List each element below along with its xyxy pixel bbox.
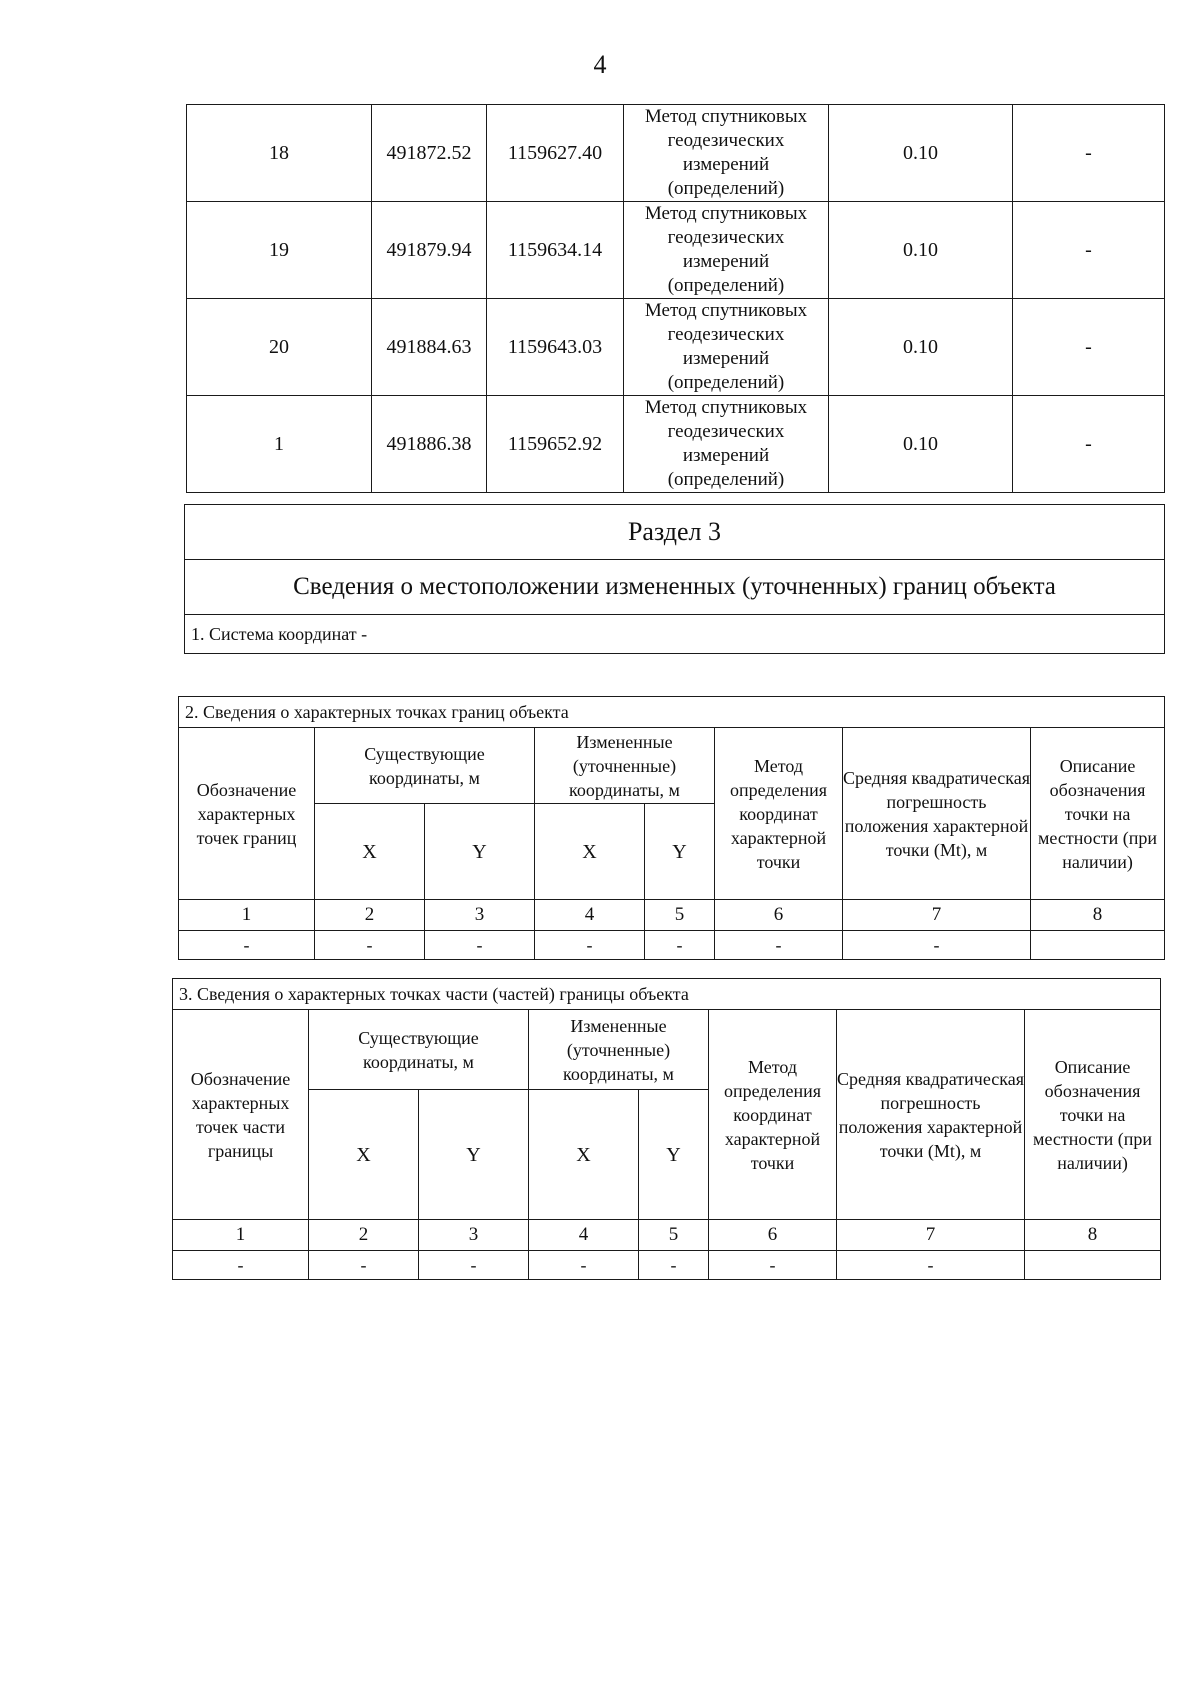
header-x: X bbox=[535, 804, 645, 900]
column-number: 3 bbox=[419, 1220, 529, 1251]
header-point-designation: Обозначение характерных точек части границы bbox=[173, 1010, 309, 1220]
table-row bbox=[173, 1251, 1161, 1280]
coord-x: 491884.63 bbox=[372, 299, 487, 396]
description-cell: - bbox=[1013, 105, 1165, 202]
table-caption: 2. Сведения о характерных точках границ объекта bbox=[179, 697, 1165, 728]
table-cell: - bbox=[173, 1251, 309, 1280]
accuracy-cell: 0.10 bbox=[829, 299, 1013, 396]
column-number: 4 bbox=[535, 900, 645, 931]
coord-x: 491879.94 bbox=[372, 202, 487, 299]
table-cell: - bbox=[837, 1251, 1025, 1280]
table-cell: - bbox=[645, 931, 715, 960]
table-row bbox=[187, 105, 1165, 202]
header-y: Y bbox=[645, 804, 715, 900]
description-cell: - bbox=[1013, 202, 1165, 299]
boundary-points-table bbox=[178, 696, 1165, 960]
coord-y: 1159627.40 bbox=[487, 105, 624, 202]
table-cell: - bbox=[715, 931, 843, 960]
coord-x: 491872.52 bbox=[372, 105, 487, 202]
coord-y: 1159643.03 bbox=[487, 299, 624, 396]
section-header bbox=[184, 504, 1165, 654]
table-row bbox=[179, 931, 1165, 960]
table-cell: - bbox=[639, 1251, 709, 1280]
description-cell: - bbox=[1013, 299, 1165, 396]
point-number: 20 bbox=[187, 299, 372, 396]
table-row bbox=[187, 202, 1165, 299]
table-cell: - bbox=[535, 931, 645, 960]
header-method: Метод определения координат характерной точки bbox=[709, 1010, 837, 1220]
column-number: 4 bbox=[529, 1220, 639, 1251]
column-number: 3 bbox=[425, 900, 535, 931]
table-cell bbox=[1025, 1251, 1161, 1280]
point-number: 1 bbox=[187, 396, 372, 493]
table-cell: - bbox=[309, 1251, 419, 1280]
method-cell: Метод спутниковых геодезических измерений (определений) bbox=[624, 202, 829, 299]
header-method: Метод определения координат характерной точки bbox=[715, 728, 843, 900]
header-point-designation: Обозначение характерных точек границ bbox=[179, 728, 315, 900]
section-subtitle: Сведения о местоположении измененных (уточненных) границ объекта bbox=[185, 560, 1165, 615]
header-accuracy: Средняя квадратическая погрешность положения характерной точки (Mt), м bbox=[837, 1010, 1025, 1220]
header-y: Y bbox=[425, 804, 535, 900]
method-cell: Метод спутниковых геодезических измерений (определений) bbox=[624, 396, 829, 493]
table-row bbox=[187, 299, 1165, 396]
page-number: 4 bbox=[593, 50, 607, 79]
table-cell: - bbox=[419, 1251, 529, 1280]
header-x: X bbox=[309, 1090, 419, 1220]
coord-y: 1159634.14 bbox=[487, 202, 624, 299]
table-cell: - bbox=[179, 931, 315, 960]
accuracy-cell: 0.10 bbox=[829, 202, 1013, 299]
header-x: X bbox=[529, 1090, 639, 1220]
header-x: X bbox=[315, 804, 425, 900]
table-cell: - bbox=[709, 1251, 837, 1280]
coordinate-system-line: 1. Система координат - bbox=[185, 615, 1165, 654]
column-number: 2 bbox=[315, 900, 425, 931]
column-number: 6 bbox=[709, 1220, 837, 1251]
method-cell: Метод спутниковых геодезических измерений (определений) bbox=[624, 105, 829, 202]
table-cell: - bbox=[425, 931, 535, 960]
header-y: Y bbox=[419, 1090, 529, 1220]
column-number: 6 bbox=[715, 900, 843, 931]
point-number: 18 bbox=[187, 105, 372, 202]
description-cell: - bbox=[1013, 396, 1165, 493]
header-y: Y bbox=[639, 1090, 709, 1220]
header-accuracy: Средняя квадратическая погрешность положения характерной точки (Mt), м bbox=[843, 728, 1031, 900]
header-existing-coordinates: Существующие координаты, м bbox=[315, 728, 535, 804]
column-number: 1 bbox=[173, 1220, 309, 1251]
point-number: 19 bbox=[187, 202, 372, 299]
accuracy-cell: 0.10 bbox=[829, 396, 1013, 493]
column-number: 8 bbox=[1031, 900, 1165, 931]
table-cell: - bbox=[843, 931, 1031, 960]
table-caption: 3. Сведения о характерных точках части (частей) границы объекта bbox=[173, 979, 1161, 1010]
header-description: Описание обозначения точки на местности (при наличии) bbox=[1025, 1010, 1161, 1220]
table-cell bbox=[1031, 931, 1165, 960]
header-changed-coordinates: Измененные (уточненные) координаты, м bbox=[529, 1010, 709, 1090]
header-description: Описание обозначения точки на местности (при наличии) bbox=[1031, 728, 1165, 900]
section-title: Раздел 3 bbox=[185, 505, 1165, 560]
header-changed-coordinates: Измененные (уточненные) координаты, м bbox=[535, 728, 715, 804]
accuracy-cell: 0.10 bbox=[829, 105, 1013, 202]
column-number: 2 bbox=[309, 1220, 419, 1251]
column-number: 5 bbox=[639, 1220, 709, 1251]
column-number: 1 bbox=[179, 900, 315, 931]
header-existing-coordinates: Существующие координаты, м bbox=[309, 1010, 529, 1090]
column-number: 5 bbox=[645, 900, 715, 931]
coord-y: 1159652.92 bbox=[487, 396, 624, 493]
column-number: 7 bbox=[837, 1220, 1025, 1251]
column-number: 7 bbox=[843, 900, 1031, 931]
coord-x: 491886.38 bbox=[372, 396, 487, 493]
part-boundary-points-table bbox=[172, 978, 1161, 1280]
column-number: 8 bbox=[1025, 1220, 1161, 1251]
table-cell: - bbox=[529, 1251, 639, 1280]
table-cell: - bbox=[315, 931, 425, 960]
table-row bbox=[187, 396, 1165, 493]
method-cell: Метод спутниковых геодезических измерений (определений) bbox=[624, 299, 829, 396]
coordinates-table bbox=[186, 104, 1165, 493]
